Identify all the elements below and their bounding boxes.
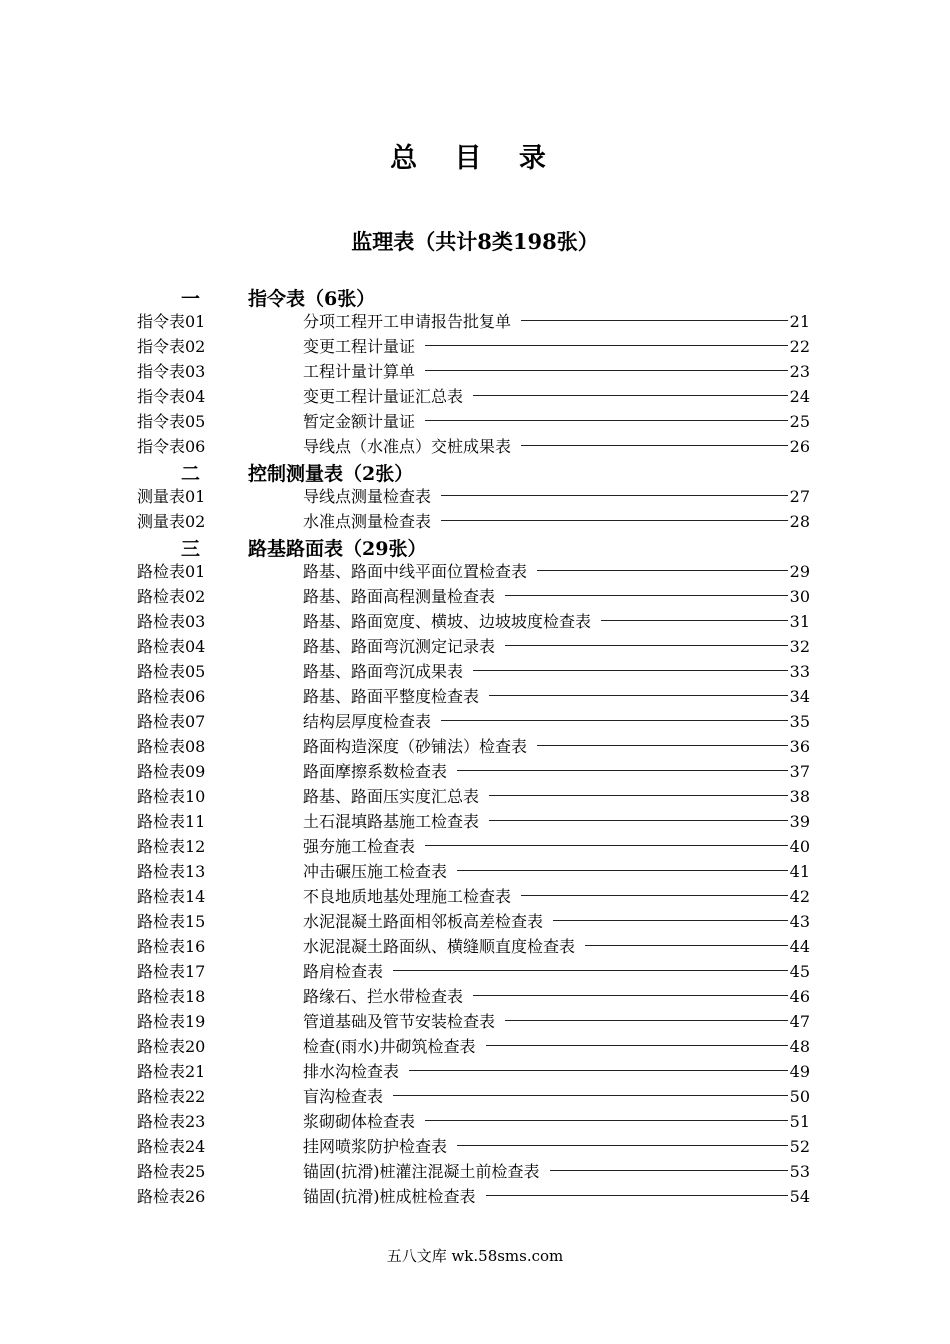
dot-leader: [473, 395, 788, 396]
toc-label: 冲击碾压施工检查表: [303, 862, 448, 881]
toc-page: 53: [789, 1162, 810, 1181]
toc-row[interactable]: [0, 1109, 950, 1134]
toc-row[interactable]: [0, 809, 950, 834]
toc-label: 路肩检查表: [303, 962, 384, 981]
toc-page: 36: [789, 737, 810, 756]
toc-page: 37: [789, 762, 810, 781]
section-number: 三: [181, 538, 201, 560]
toc-row[interactable]: [0, 1059, 950, 1084]
toc-code: 指令表01: [137, 312, 206, 331]
toc-page: 51: [789, 1112, 810, 1131]
toc-row[interactable]: [0, 1184, 950, 1209]
dot-leader: [425, 420, 788, 421]
toc-row[interactable]: [0, 509, 950, 534]
dot-leader: [441, 495, 788, 496]
toc-label: 变更工程计量证汇总表: [303, 387, 464, 406]
section-number: 二: [181, 463, 201, 485]
dot-leader: [505, 1020, 788, 1021]
toc-label: 盲沟检查表: [303, 1087, 384, 1106]
toc-label: 管道基础及管节安装检查表: [303, 1012, 496, 1031]
toc-code: 路检表21: [137, 1062, 206, 1081]
toc-page: 40: [789, 837, 810, 856]
toc-row[interactable]: [0, 709, 950, 734]
toc-code: 路检表24: [137, 1137, 206, 1156]
toc-page: 32: [789, 637, 810, 656]
toc-code: 路检表08: [137, 737, 206, 756]
section-heading: [0, 534, 950, 559]
toc-label: 导线点测量检查表: [303, 487, 432, 506]
toc-page: 44: [789, 937, 810, 956]
toc-code: 路检表03: [137, 612, 206, 631]
toc-page: 22: [789, 337, 810, 356]
dot-leader: [425, 345, 788, 346]
toc-row[interactable]: [0, 334, 950, 359]
dot-leader: [457, 770, 788, 771]
toc-label: 变更工程计量证: [303, 337, 416, 356]
dot-leader: [550, 1170, 788, 1171]
toc-label: 工程计量计算单: [303, 362, 416, 381]
section-name: 路基路面表（29张）: [248, 538, 427, 560]
toc-page: 50: [789, 1087, 810, 1106]
dot-leader: [486, 1045, 788, 1046]
toc-page: 27: [789, 487, 810, 506]
toc-code: 指令表02: [137, 337, 206, 356]
toc-page: 23: [789, 362, 810, 381]
dot-leader: [393, 970, 788, 971]
toc-code: 路检表05: [137, 662, 206, 681]
toc-page: 46: [789, 987, 810, 1006]
dot-leader: [505, 645, 788, 646]
page-footer: 五八文库 wk.58sms.com: [386, 1247, 564, 1265]
toc-code: 路检表22: [137, 1087, 206, 1106]
toc-page: 35: [789, 712, 810, 731]
toc-label: 水泥混凝土路面纵、横缝顺直度检查表: [303, 937, 576, 956]
toc-code: 指令表03: [137, 362, 206, 381]
dot-leader: [537, 745, 788, 746]
toc-row[interactable]: [0, 1009, 950, 1034]
section-name: 指令表（6张）: [248, 288, 376, 310]
toc-page: 42: [789, 887, 810, 906]
toc-code: 路检表07: [137, 712, 206, 731]
toc-row[interactable]: [0, 1084, 950, 1109]
toc-code: 路检表10: [137, 787, 206, 806]
toc-page: 48: [789, 1037, 810, 1056]
toc-label: 路基、路面宽度、横坡、边坡坡度检查表: [303, 612, 592, 631]
toc-label: 挂网喷浆防护检查表: [303, 1137, 448, 1156]
toc-label: 结构层厚度检查表: [303, 712, 432, 731]
toc-code: 路检表02: [137, 587, 206, 606]
toc-row[interactable]: [0, 959, 950, 984]
toc-label: 强夯施工检查表: [303, 837, 416, 856]
toc-code: 路检表06: [137, 687, 206, 706]
toc-row[interactable]: [0, 909, 950, 934]
toc-label: 路缘石、拦水带检查表: [303, 987, 464, 1006]
toc-row[interactable]: [0, 1159, 950, 1184]
toc-label: 不良地质地基处理施工检查表: [303, 887, 512, 906]
toc-row[interactable]: [0, 584, 950, 609]
toc-code: 路检表19: [137, 1012, 206, 1031]
toc-code: 路检表20: [137, 1037, 206, 1056]
toc-label: 土石混填路基施工检查表: [303, 812, 480, 831]
dot-leader: [505, 595, 788, 596]
dot-leader: [489, 795, 788, 796]
dot-leader: [585, 945, 788, 946]
dot-leader: [425, 370, 788, 371]
toc-row[interactable]: [0, 484, 950, 509]
toc-row[interactable]: [0, 409, 950, 434]
toc-label: 导线点（水准点）交桩成果表: [303, 437, 512, 456]
dot-leader: [473, 995, 788, 996]
toc-page: 38: [789, 787, 810, 806]
section-name: 控制测量表（2张）: [248, 463, 414, 485]
toc-code: 路检表12: [137, 837, 206, 856]
dot-leader: [553, 920, 788, 921]
table-of-contents: [0, 284, 950, 1209]
dot-leader: [521, 895, 788, 896]
toc-label: 检查(雨水)井砌筑检查表: [303, 1037, 476, 1056]
toc-row[interactable]: [0, 834, 950, 859]
dot-leader: [441, 720, 788, 721]
toc-row[interactable]: [0, 384, 950, 409]
toc-code: 指令表04: [137, 387, 206, 406]
toc-label: 锚固(抗滑)桩成桩检查表: [303, 1187, 476, 1206]
toc-page: 31: [789, 612, 810, 631]
toc-label: 分项工程开工申请报告批复单: [303, 312, 512, 331]
toc-label: 水准点测量检查表: [303, 512, 432, 531]
toc-label: 水泥混凝土路面相邻板高差检查表: [303, 912, 544, 931]
toc-code: 路检表09: [137, 762, 206, 781]
toc-row[interactable]: [0, 884, 950, 909]
toc-page: 52: [789, 1137, 810, 1156]
toc-code: 路检表18: [137, 987, 206, 1006]
toc-page: 47: [789, 1012, 810, 1031]
toc-row[interactable]: [0, 859, 950, 884]
toc-row[interactable]: [0, 659, 950, 684]
toc-page: 29: [789, 562, 810, 581]
toc-label: 路基、路面中线平面位置检查表: [303, 562, 528, 581]
toc-code: 测量表01: [137, 487, 206, 506]
toc-label: 路基、路面弯沉成果表: [303, 662, 464, 681]
toc-code: 路检表26: [137, 1187, 206, 1206]
dot-leader: [425, 1120, 788, 1121]
dot-leader: [393, 1095, 788, 1096]
toc-row[interactable]: [0, 1034, 950, 1059]
toc-page: 45: [789, 962, 810, 981]
toc-label: 路面构造深度（砂铺法）检查表: [303, 737, 528, 756]
toc-row[interactable]: [0, 359, 950, 384]
toc-row[interactable]: [0, 684, 950, 709]
dot-leader: [409, 1070, 788, 1071]
dot-leader: [457, 1145, 788, 1146]
toc-page: 41: [789, 862, 810, 881]
dot-leader: [441, 520, 788, 521]
toc-page: 24: [789, 387, 810, 406]
toc-row[interactable]: [0, 634, 950, 659]
toc-page: 25: [789, 412, 810, 431]
toc-code: 路检表17: [137, 962, 206, 981]
toc-page: 54: [789, 1187, 810, 1206]
toc-code: 测量表02: [137, 512, 206, 531]
section-number: 一: [181, 288, 201, 310]
toc-row[interactable]: [0, 759, 950, 784]
toc-label: 路基、路面压实度汇总表: [303, 787, 480, 806]
toc-code: 路检表23: [137, 1112, 206, 1131]
toc-page: 33: [789, 662, 810, 681]
dot-leader: [489, 695, 788, 696]
toc-code: 路检表14: [137, 887, 206, 906]
toc-label: 排水沟检查表: [303, 1062, 400, 1081]
section-heading: [0, 284, 950, 309]
dot-leader: [521, 445, 788, 446]
toc-label: 锚固(抗滑)桩灌注混凝土前检查表: [303, 1162, 540, 1181]
section-heading: [0, 459, 950, 484]
toc-page: 34: [789, 687, 810, 706]
toc-row[interactable]: [0, 784, 950, 809]
toc-code: 指令表05: [137, 412, 206, 431]
toc-code: 路检表13: [137, 862, 206, 881]
dot-leader: [537, 570, 788, 571]
toc-row[interactable]: [0, 609, 950, 634]
toc-label: 路基、路面平整度检查表: [303, 687, 480, 706]
toc-page: 28: [789, 512, 810, 531]
toc-page: 21: [789, 312, 810, 331]
page-subtitle: 监理表（共计8类198张）: [351, 229, 599, 254]
dot-leader: [521, 320, 788, 321]
toc-page: 30: [789, 587, 810, 606]
toc-code: 路检表15: [137, 912, 206, 931]
toc-code: 路检表01: [137, 562, 206, 581]
toc-code: 路检表11: [137, 812, 206, 831]
toc-page: 49: [789, 1062, 810, 1081]
dot-leader: [473, 670, 788, 671]
dot-leader: [425, 845, 788, 846]
toc-row[interactable]: [0, 1134, 950, 1159]
toc-label: 路基、路面弯沉测定记录表: [303, 637, 496, 656]
toc-code: 路检表25: [137, 1162, 206, 1181]
toc-page: 39: [789, 812, 810, 831]
toc-row[interactable]: [0, 934, 950, 959]
toc-code: 指令表06: [137, 437, 206, 456]
toc-row[interactable]: [0, 559, 950, 584]
toc-page: 43: [789, 912, 810, 931]
dot-leader: [601, 620, 788, 621]
toc-page: 26: [789, 437, 810, 456]
toc-row[interactable]: [0, 734, 950, 759]
toc-code: 路检表04: [137, 637, 206, 656]
dot-leader: [489, 820, 788, 821]
page-title: 总 目 录: [390, 143, 560, 174]
toc-row[interactable]: [0, 434, 950, 459]
dot-leader: [457, 870, 788, 871]
dot-leader: [486, 1195, 788, 1196]
toc-label: 浆砌砌体检查表: [303, 1112, 416, 1131]
toc-label: 暂定金额计量证: [303, 412, 416, 431]
toc-row[interactable]: [0, 984, 950, 1009]
toc-label: 路面摩擦系数检查表: [303, 762, 448, 781]
toc-row[interactable]: [0, 309, 950, 334]
toc-code: 路检表16: [137, 937, 206, 956]
toc-label: 路基、路面高程测量检查表: [303, 587, 496, 606]
